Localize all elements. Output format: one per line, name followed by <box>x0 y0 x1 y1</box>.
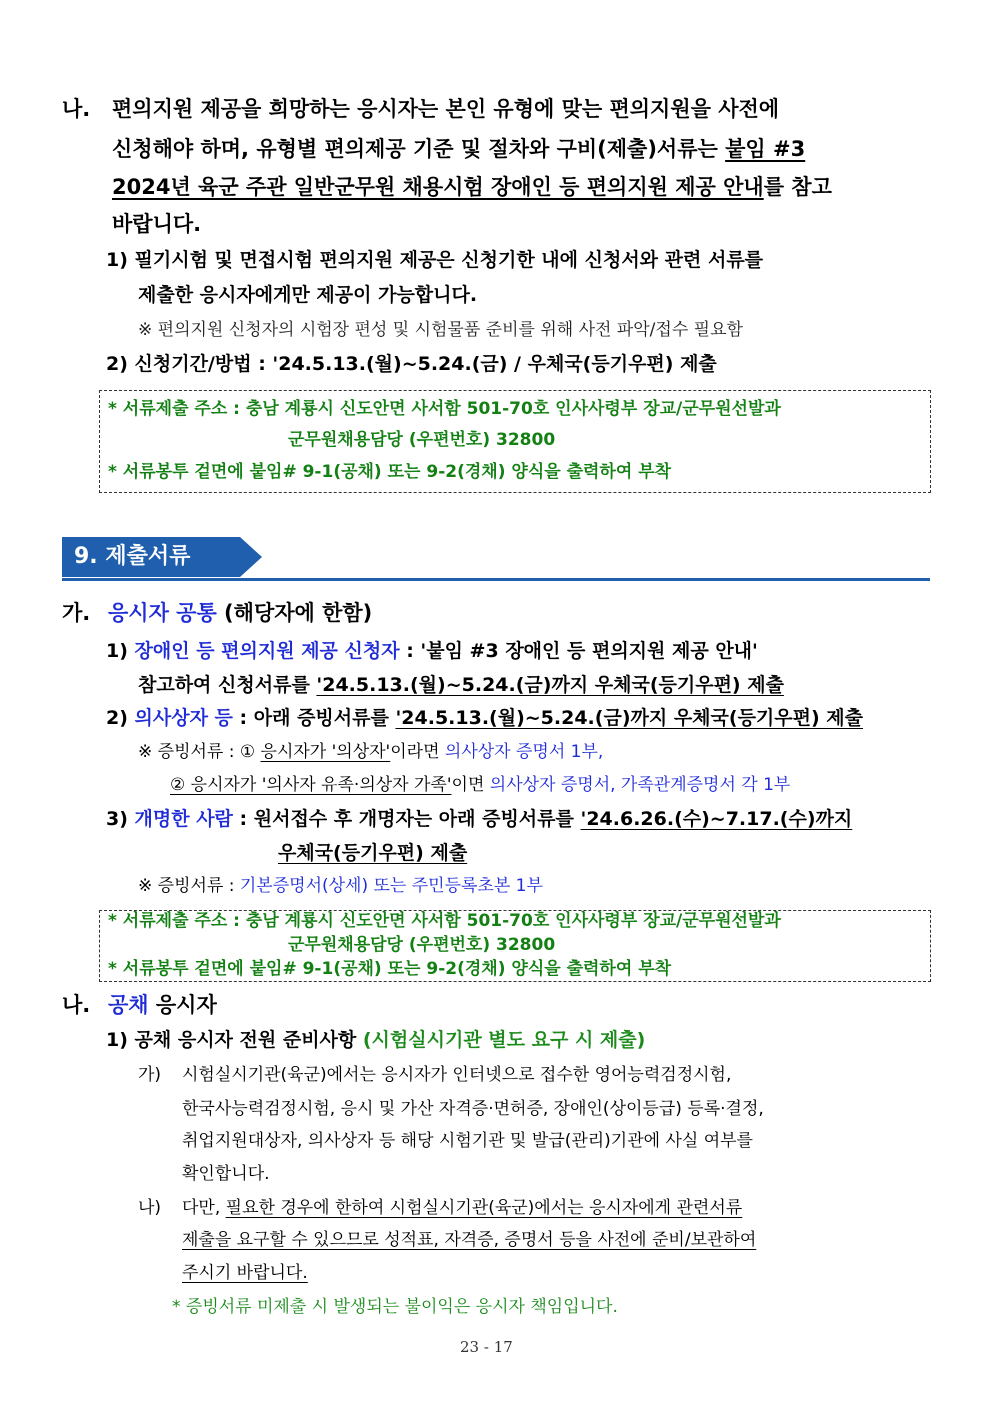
sub-item-line <box>182 1198 742 1219</box>
sub-item-emphasis: 필요한 경우에 한하여 시험실시기관(육군)에서는 응시자에게 관련서류 <box>225 1198 743 1218</box>
item-deadline: '24.5.13.(월)~5.24.(금)까지 우체국(등기우편) 제출 <box>395 707 863 729</box>
para-line <box>112 136 805 162</box>
item-number: 2) <box>106 707 135 729</box>
submission-address-box <box>99 910 931 982</box>
note-document: 의사상자 증명서, 가족관계증명서 각 1부 <box>489 775 791 795</box>
para-line: 바랍니다. <box>112 212 202 236</box>
section-header <box>62 537 930 583</box>
note-condition: 응시자가 '의상자' <box>260 742 391 762</box>
item-text: 1) 공채 응시자 전원 준비사항 <box>106 1029 363 1051</box>
note-text: ※ 증빙서류 : <box>138 876 240 896</box>
subsection-title <box>108 992 217 1018</box>
sub-item-marker: 가) <box>138 1065 162 1085</box>
item-number: 1) <box>106 640 135 662</box>
list-item <box>106 1029 645 1053</box>
list-item-cont <box>278 842 467 866</box>
sub-item-line: 확인합니다. <box>182 1164 270 1184</box>
note-condition: ② 응시자가 '의사자 유족·의상자 가족' <box>170 775 452 795</box>
note-document: 기본증명서(상세) 또는 주민등록초본 1부 <box>239 876 543 896</box>
address-line: * 서류제출 주소 : 충남 계룡시 신도안면 사서함 501-70호 인사사령부 장교/군무원선발과 <box>108 399 781 419</box>
list-item-cont <box>138 674 784 698</box>
warning-note: * 증빙서류 미제출 시 발생되는 불이익은 응시자 책임입니다. <box>172 1297 618 1317</box>
attachment-reference: 붙임 #3 <box>725 137 806 161</box>
sub-item-text: 다만, <box>182 1198 226 1218</box>
item-number: 3) <box>106 808 135 830</box>
item-text: : 아래 증빙서류를 <box>232 707 396 729</box>
sub-item-line <box>182 1230 756 1251</box>
envelope-note: * 서류봉투 겉면에 붙임# 9-1(공채) 또는 9-2(경채) 양식을 출력하여 부착 <box>108 462 672 482</box>
address-line: 군무원채용담당 (우편번호) 32800 <box>288 430 556 450</box>
subsection-title-rest: 응시자 <box>148 993 217 1017</box>
subsection-marker: 가. <box>62 601 91 625</box>
note: ※ 편의지원 신청자의 시험장 편성 및 시험물품 준비를 위해 사전 파악/접수 필요함 <box>138 320 743 340</box>
item-label: 장애인 등 편의지원 제공 신청자 <box>134 640 400 662</box>
sub-item-line <box>182 1263 308 1284</box>
section-arrow <box>240 537 262 577</box>
note-text: 이면 <box>451 775 490 795</box>
para-line: 편의지원 제공을 희망하는 응시자는 본인 유형에 맞는 편의지원을 사전에 <box>112 97 780 121</box>
attachment-reference: 2024년 육군 주관 일반군무원 채용시험 장애인 등 편의지원 제공 안내 <box>112 175 764 199</box>
sub-item-emphasis: 제출을 요구할 수 있으므로 성적표, 자격증, 증명서 등을 사전에 준비/보관하여 <box>182 1230 757 1250</box>
note <box>138 742 603 763</box>
subsection-title-rest: (해당자에 한함) <box>216 601 373 625</box>
section-rule <box>62 578 930 581</box>
page-number: 23 - 17 <box>460 1338 513 1356</box>
sub-item-emphasis: 주시기 바랍니다. <box>182 1263 308 1283</box>
submission-address-box <box>99 390 931 493</box>
item-text: 참고하여 신청서류를 <box>138 674 317 696</box>
para-text: 신청해야 하며, 유형별 편의제공 기준 및 절차와 구비(제출)서류는 <box>112 137 726 161</box>
subsection-title <box>108 600 372 626</box>
address-line: * 서류제출 주소 : 충남 계룡시 신도안면 사서함 501-70호 인사사령부 장교/군무원선발과 <box>108 911 781 931</box>
item-deadline: '24.5.13.(월)~5.24.(금)까지 우체국(등기우편) 제출 <box>316 674 784 696</box>
item-label: 의사상자 등 <box>134 707 233 729</box>
para-line <box>112 174 832 200</box>
subsection-title-highlight: 공채 <box>108 993 149 1017</box>
list-item <box>106 808 852 832</box>
sub-item-marker: 나) <box>138 1198 162 1218</box>
item-deadline: '24.6.26.(수)~7.17.(수)까지 <box>580 808 853 830</box>
subsection-marker: 나. <box>62 993 91 1017</box>
address-line: 군무원채용담당 (우편번호) 32800 <box>288 935 556 955</box>
para-text: 를 참고 <box>763 175 832 199</box>
item-text: : '붙임 #3 장애인 등 편의지원 제공 안내' <box>399 640 758 662</box>
list-item: 1) 필기시험 및 면접시험 편의지원 제공은 신청기한 내에 신청서와 관련 서류를 <box>106 249 764 271</box>
list-item: 2) 신청기간/방법 : '24.5.13.(월)~5.24.(금) / 우체국(등기우편) 제출 <box>106 353 717 375</box>
section-title: 9. 제출서류 <box>62 537 240 577</box>
note-text: 이라면 <box>390 742 445 762</box>
sub-item-line: 취업지원대상자, 의사상자 등 해당 시험기관 및 발급(관리)기관에 사실 여부를 <box>182 1131 753 1151</box>
note <box>138 876 543 897</box>
envelope-note: * 서류봉투 겉면에 붙임# 9-1(공채) 또는 9-2(경채) 양식을 출력하여 부착 <box>108 959 672 979</box>
sub-item-line: 시험실시기관(육군)에서는 응시자가 인터넷으로 접수한 영어능력검정시험, <box>182 1065 732 1085</box>
para-marker: 나. <box>62 97 91 121</box>
subsection-title-highlight: 응시자 공통 <box>108 601 217 625</box>
list-item <box>106 707 863 731</box>
item-text: : 원서접수 후 개명자는 아래 증빙서류를 <box>232 808 581 830</box>
note-document: 의사상자 증명서 1부, <box>444 742 604 762</box>
item-deadline: 우체국(등기우편) 제출 <box>278 842 468 864</box>
item-condition: (시험실시기관 별도 요구 시 제출) <box>362 1029 646 1051</box>
note-text: ※ 증빙서류 : ① <box>138 742 261 762</box>
note <box>170 775 790 796</box>
list-item-cont: 제출한 응시자에게만 제공이 가능합니다. <box>138 284 478 306</box>
item-label: 개명한 사람 <box>134 808 233 830</box>
sub-item-line: 한국사능력검정시험, 응시 및 가산 자격증·면허증, 장애인(상이등급) 등록·결정, <box>182 1099 764 1119</box>
list-item <box>106 640 758 664</box>
